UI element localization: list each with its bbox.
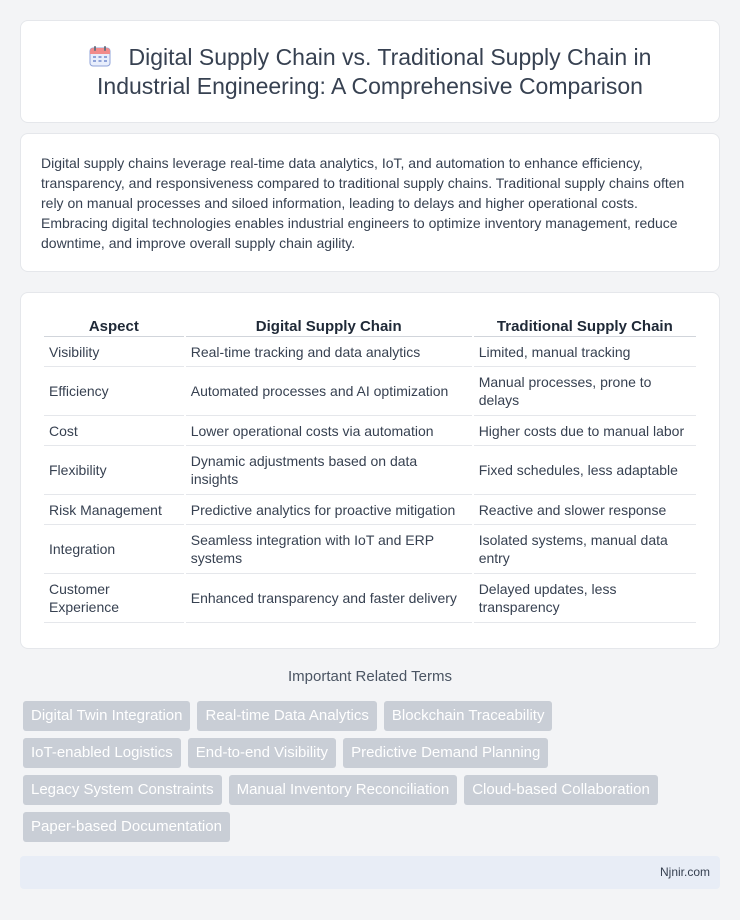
table-row [44,446,696,495]
tag-cloud-based-collaboration[interactable]: Cloud-based Collaboration [464,775,658,805]
calendar-icon [89,45,111,67]
tag-manual-inventory-reconciliation[interactable]: Manual Inventory Reconciliation [229,775,458,805]
table-row [44,367,696,416]
table-row [44,416,696,446]
cell-aspect: Flexibility [44,446,184,495]
cell-traditional: Isolated systems, manual data entry [474,525,696,574]
page-title [51,43,689,101]
cell-digital: Automated processes and AI optimization [186,367,472,416]
footer [20,856,720,889]
cell-digital: Real-time tracking and data analytics [186,337,472,367]
summary-card [20,133,720,272]
table-row [44,574,696,623]
tag-legacy-system-constraints[interactable]: Legacy System Constraints [23,775,222,805]
cell-aspect: Efficiency [44,367,184,416]
header-traditional: Traditional Supply Chain [474,313,696,337]
cell-traditional: Limited, manual tracking [474,337,696,367]
cell-digital: Enhanced transparency and faster delivery [186,574,472,623]
cell-digital: Dynamic adjustments based on data insights [186,446,472,495]
cell-digital: Lower operational costs via automation [186,416,472,446]
related-terms-heading: Important Related Terms [288,668,452,685]
table-row [44,495,696,525]
title-card [20,20,720,123]
cell-traditional: Higher costs due to manual labor [474,416,696,446]
summary-text: Digital supply chains leverage real-time data analytics, IoT, and automation to enhance efficiency, transparency, and responsiveness compared to traditional supply chains. Traditional supply chains often rely on manual processes and siloed information, leading to delays and higher operational costs. Embracing digital technologies enables industrial engineers to optimize inventory management, reduce downtime, and improve overall supply chain agility. [41,155,685,251]
table-row [44,337,696,367]
header-aspect: Aspect [44,313,184,337]
related-terms-tags [23,701,723,849]
page-title-text: Digital Supply Chain vs. Traditional Supply Chain in Industrial Engineering: A Comprehensive Comparison [97,43,652,99]
cell-aspect: Customer Experience [44,574,184,623]
table-header-row [44,313,696,337]
tag-predictive-demand-planning[interactable]: Predictive Demand Planning [343,738,548,768]
cell-aspect: Risk Management [44,495,184,525]
cell-digital: Predictive analytics for proactive mitigation [186,495,472,525]
cell-traditional: Delayed updates, less transparency [474,574,696,623]
tag-iot-enabled-logistics[interactable]: IoT-enabled Logistics [23,738,181,768]
tag-end-to-end-visibility[interactable]: End-to-end Visibility [188,738,336,768]
tag-digital-twin-integration[interactable]: Digital Twin Integration [23,701,190,731]
cell-traditional: Fixed schedules, less adaptable [474,446,696,495]
header-digital: Digital Supply Chain [186,313,472,337]
cell-aspect: Cost [44,416,184,446]
tag-real-time-data-analytics[interactable]: Real-time Data Analytics [197,701,376,731]
cell-aspect: Visibility [44,337,184,367]
tag-paper-based-documentation[interactable]: Paper-based Documentation [23,812,230,842]
tag-blockchain-traceability[interactable]: Blockchain Traceability [384,701,553,731]
comparison-card [20,292,720,649]
comparison-table [42,313,698,623]
cell-traditional: Manual processes, prone to delays [474,367,696,416]
footer-site-link[interactable]: Njnir.com [659,865,710,879]
cell-aspect: Integration [44,525,184,574]
table-row [44,525,696,574]
cell-digital: Seamless integration with IoT and ERP systems [186,525,472,574]
cell-traditional: Reactive and slower response [474,495,696,525]
